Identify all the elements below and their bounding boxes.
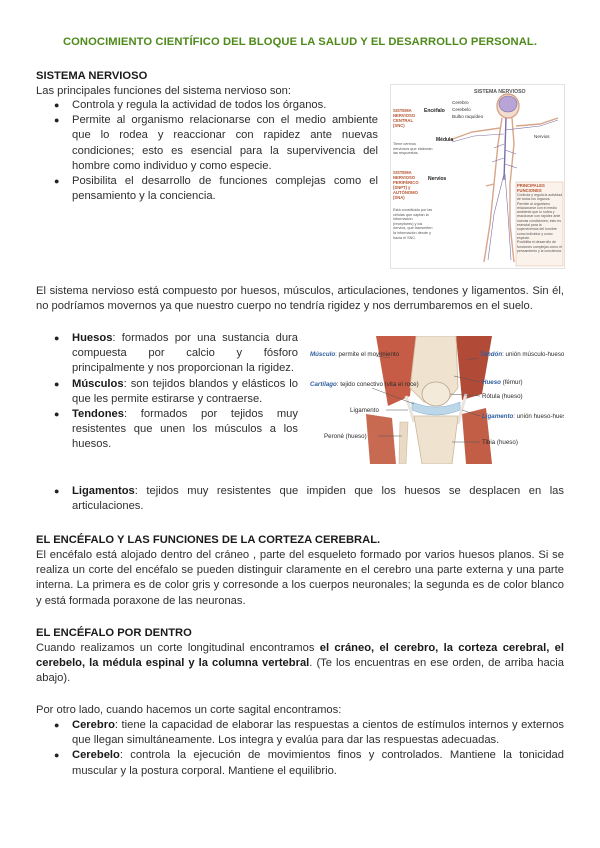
- def-tendones: : formados por tejidos muy resistentes que unen los músculos a los huesos.: [72, 408, 298, 451]
- knee-label-ligamento2: Ligamento: unión hueso-hueso: [482, 413, 564, 420]
- term-cerebelo: Cerebelo: [72, 749, 120, 762]
- knee-illustration: [306, 336, 564, 464]
- fig1-header: SISTEMA NERVIOSO: [474, 89, 526, 95]
- list-item: [50, 377, 298, 407]
- term-tendones: Tendones: [72, 408, 125, 421]
- p1-bold: el cráneo, el cerebro, la corteza cerebral, el cerebelo, la médula espinal y la columna vertebral: [36, 642, 564, 670]
- knee-label-tibia: Tibia (hueso): [482, 439, 518, 446]
- nervous-system-figure: [390, 84, 565, 269]
- nervous-system-illustration: [390, 84, 565, 269]
- knee-label-musculo: Músculo: permite el movimiento: [310, 351, 400, 358]
- section-heading-sistema-nervioso: SISTEMA NERVIOSO: [36, 70, 148, 82]
- fig1-func-item: Controla y regula la actividad de todos los órganos.: [517, 193, 563, 202]
- knee-label-cartilago: Cartílago: tejido conectivo (vita el roce): [310, 381, 419, 388]
- fig1-label-nervios-right: Nervios: [534, 134, 550, 139]
- corte-longitudinal-paragraph: [36, 641, 564, 687]
- term-musculos: Músculos: [72, 377, 124, 390]
- list-item: ● Permite al organismo relacionarse con el medio ambiente que lo rodea y reaccionar con rapidez ante nuevas condiciones; esto es esencial para la supervivencia del hombre como individuo y como especie.: [50, 113, 378, 174]
- fig1-label-cerebelo: Cerebelo: [452, 107, 471, 112]
- intro-text: Las principales funciones del sistema nervioso son:: [36, 85, 291, 97]
- composition-paragraph: El sistema nervioso está compuesto por huesos, músculos, articulaciones, tendones y ligamentos. Sin él, no podríamos movernos ya que nuestro cuerpo no tendría rigidez y nos derrumbaremos en el suelo.: [36, 285, 564, 313]
- knee-label-tendon: Tendón: unión músculo-hueso: [480, 351, 564, 358]
- knee-label-hueso: Hueso (fémur): [482, 379, 523, 386]
- section-heading-encefalo-dentro: EL ENCÉFALO POR DENTRO: [36, 627, 192, 639]
- fig1-snp-desc: Está constituido por las células que captan la información (receptores) y los nervios, que transmiten la información desde y hacia el SNC.: [393, 208, 433, 240]
- list-item: [50, 331, 298, 377]
- section-heading-encefalo: EL ENCÉFALO Y LAS FUNCIONES DE LA CORTEZA CEREBRAL.: [36, 534, 381, 546]
- functions-list: [50, 98, 378, 204]
- fig1-snp-title: SISTEMA NERVIOSO PERIFÉRICO (SNPT) y AUTÓNOMO (SNA): [393, 170, 419, 200]
- list-item: [50, 718, 564, 748]
- list-item: [50, 484, 564, 514]
- list-item: [50, 748, 564, 778]
- term-ligamentos: Ligamentos: [72, 485, 135, 497]
- body-parts-list: [50, 331, 298, 453]
- knee-label-ligamento: Ligamento: [350, 407, 379, 414]
- def-cerebelo: : controla la ejecución de movimientos finos y controlados. Mantiene la tonicidad muscular y la postura corporal. Mantiene el equilibrio.: [72, 749, 564, 777]
- fig1-func-title: PRINCIPALES FUNCIONES: [517, 183, 545, 193]
- list-item: ● Controla y regula la actividad de todos los órganos.: [50, 98, 378, 113]
- fig1-snc-desc: Tiene centros nerviosos que elaboran las respuestas.: [393, 142, 433, 156]
- term-cerebro: Cerebro: [72, 719, 115, 731]
- fig1-func-item: Posibilita el desarrollo de funciones complejas como el pensamiento y la conciencia.: [517, 240, 562, 253]
- page-title: CONOCIMIENTO CIENTÍFICO DEL BLOQUE LA SALUD Y EL DESARROLLO PERSONAL.: [62, 36, 538, 48]
- def-cerebro: : tiene la capacidad de elaborar las respuestas a cientos de estímulos internos y externos que llegan simultáneamente. Los integra y evalúa para dar las respuestas adecuadas.: [72, 719, 564, 747]
- def-ligamentos: : tejidos muy resistentes que impiden que los huesos se desplacen en las articulaciones.: [72, 485, 564, 513]
- knee-label-perone: Peroné (hueso): [324, 433, 367, 440]
- list-item: [50, 407, 298, 453]
- body-parts-list-cont: [50, 484, 564, 514]
- fig1-func-item: Permite al organismo relacionarse con el medio ambiente que lo rodea y reaccionar con rapidez ante nuevas condiciones; esto es esencial para la supervivencia del hombre como individuo y como especie.: [517, 201, 561, 240]
- p1-pre: Cuando realizamos un corte longitudinal encontramos: [36, 642, 320, 654]
- list-item: ● Posibilita el desarrollo de funciones complejas como el pensamiento y la conciencia.: [50, 174, 378, 204]
- def-musculos: : son tejidos blandos y elásticos lo que les permite estirarse y contraerse.: [72, 377, 298, 405]
- term-huesos: Huesos: [72, 332, 113, 344]
- encefalo-paragraph: El encéfalo está alojado dentro del cráneo , parte del esqueleto formado por varios huesos planos. Si se realiza un corte del encéfalo se pueden distinguir claramente en el cerebro una parte externa y una parte interna. La primera es de color gris y corresonde a los cuerpos neuronales; la segunda es de color blanco y está formada poraxone de las neuronas.: [36, 549, 564, 607]
- fig1-label-nervios: Nervios: [428, 176, 447, 182]
- fig1-label-encefalo: Encéfalo: [424, 108, 445, 114]
- fig1-label-bulbo: Bulbo raquídeo: [452, 114, 484, 119]
- knee-label-rotula: Rótula (hueso): [482, 393, 523, 400]
- fig1-label-cerebro: Cerebro: [452, 100, 469, 105]
- sagital-list: [50, 718, 564, 779]
- fig1-label-medula: Médula: [436, 137, 454, 143]
- corte-sagital-intro: Por otro lado, cuando hacemos un corte sagital encontramos:: [36, 704, 342, 716]
- knee-figure: [306, 336, 564, 464]
- def-huesos: : formados por una sustancia dura compuesta por calcio y fósforo principalmente y nos proporcionan la rigidez.: [72, 332, 298, 375]
- p1-post: . (Te los encuentras en ese orden, de arriba hacia abajo).: [36, 657, 564, 685]
- fig1-snc-title: SISTEMA NERVIOSO CENTRAL (SNC): [393, 108, 416, 128]
